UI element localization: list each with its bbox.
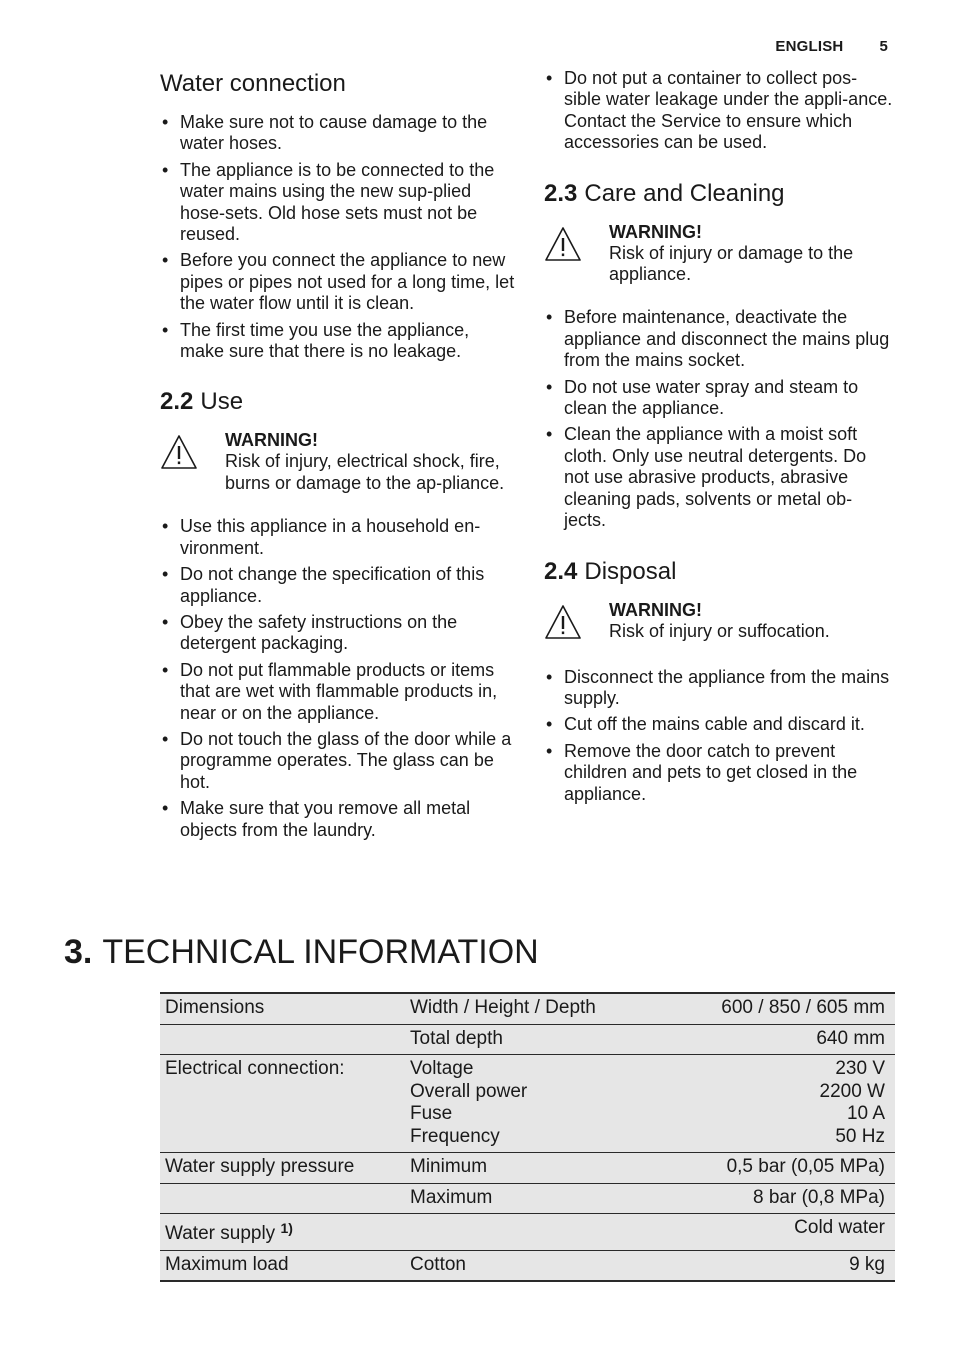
row-label: Water supply	[165, 1223, 276, 1244]
row-value: 600 / 850 / 605 mm	[721, 997, 885, 1018]
table-row	[160, 1024, 895, 1055]
row-parameter-cell	[405, 1214, 660, 1251]
row-label-cell	[160, 993, 405, 1024]
care-warning	[544, 222, 894, 286]
list-item: • Do not touch the glass of the door while a programme operates. The glass can be hot.	[160, 729, 516, 793]
list-item: • Do not put a container to collect pos-sible water leakage under the appli-ance. Contact the Service to ensure which accessories can be used.	[544, 68, 894, 154]
row-value-cell	[660, 1153, 895, 1184]
chapter-title: 3. TECHNICAL INFORMATION	[64, 933, 539, 971]
row-value: Cold water	[794, 1217, 885, 1238]
left-column	[160, 68, 516, 865]
row-parameter-cell	[405, 1183, 660, 1214]
row-parameter-cell	[405, 1250, 660, 1281]
water-connection-list	[160, 112, 516, 362]
table-row	[160, 1250, 895, 1281]
warning-triangle-icon	[160, 430, 225, 494]
row-value: 2200 W	[819, 1080, 885, 1102]
list-item: • Disconnect the appliance from the mains supply.	[544, 667, 894, 710]
row-parameter: Voltage	[410, 1058, 474, 1079]
warning-triangle-icon	[544, 600, 609, 645]
row-label-cell	[160, 1183, 405, 1214]
technical-information-table	[160, 992, 895, 1282]
row-value: 10 A	[846, 1103, 885, 1124]
table-row	[160, 1153, 895, 1184]
use-section	[160, 386, 516, 841]
warning-title: WARNING!	[609, 221, 702, 242]
right-top-section	[544, 68, 894, 154]
row-parameter: Total depth	[410, 1027, 503, 1049]
header-language: ENGLISH	[775, 38, 844, 55]
list-item: • Before maintenance, deactivate the appliance and disconnect the mains plug from the mains socket.	[544, 307, 894, 371]
warning-triangle-icon	[544, 222, 609, 286]
page-header	[775, 38, 888, 55]
warning-text: Risk of injury, electrical shock, fire, burns or damage to the ap-pliance.	[225, 451, 505, 493]
row-value-cell	[660, 1024, 895, 1055]
list-item: • Clean the appliance with a moist soft cloth. Only use neutral detergents. Do not use abrasive products, abrasive cleaning pads, solvents or metal ob-jects.	[544, 424, 894, 531]
row-value-cell	[660, 993, 895, 1024]
row-label-cell	[160, 1214, 405, 1251]
list-item: • Do not use water spray and steam to clean the appliance.	[544, 377, 894, 420]
warning-text: Risk of injury or damage to the appliance.	[609, 242, 854, 285]
row-parameter: Minimum	[410, 1156, 488, 1177]
right-top-list	[544, 68, 894, 154]
row-parameter-cell	[405, 1055, 660, 1153]
warning-title: WARNING!	[225, 430, 318, 451]
row-value: 9 kg	[849, 1253, 885, 1275]
warning-text: Risk of injury or suffocation.	[609, 620, 830, 641]
row-label-cell	[160, 1250, 405, 1281]
water-connection-section	[160, 68, 516, 362]
row-label: Dimensions	[165, 997, 265, 1018]
list-item: • Remove the door catch to prevent children and pets to get closed in the appliance.	[544, 741, 894, 805]
disposal-warning	[544, 600, 894, 645]
list-item: • The first time you use the appliance, make sure that there is no leakage.	[160, 320, 516, 363]
footnote-marker: 1)	[280, 1220, 293, 1236]
use-heading: 2.2 Use	[160, 388, 244, 416]
care-section	[544, 178, 894, 532]
table-row	[160, 1214, 895, 1251]
row-parameter: Width / Height / Depth	[410, 997, 596, 1018]
row-parameter-cell	[405, 1153, 660, 1184]
list-item: • Make sure not to cause damage to the water hoses.	[160, 112, 516, 155]
list-item: • Obey the safety instructions on the detergent packaging.	[160, 612, 516, 655]
list-item: • Do not put flammable products or items that are wet with flammable products in, near or on the appliance.	[160, 660, 516, 724]
row-parameter-cell	[405, 1024, 660, 1055]
row-value-cell	[660, 1250, 895, 1281]
use-list	[160, 516, 516, 841]
row-value: 230 V	[835, 1058, 885, 1079]
row-parameter: Cotton	[410, 1253, 466, 1275]
list-item: • The appliance is to be connected to the water mains using the new sup-plied hose-sets. Old hose sets must not be reused.	[160, 160, 516, 246]
list-item: • Make sure that you remove all metal objects from the laundry.	[160, 798, 516, 841]
table-row	[160, 993, 895, 1024]
row-value-cell	[660, 1183, 895, 1214]
row-label: Maximum load	[165, 1253, 289, 1275]
row-label: Electrical connection:	[165, 1058, 345, 1079]
list-item: • Use this appliance in a household en-vironment.	[160, 516, 516, 559]
use-warning	[160, 430, 516, 494]
row-label-cell	[160, 1055, 405, 1153]
row-label: Water supply pressure	[165, 1156, 355, 1177]
row-value: 0,5 bar (0,05 MPa)	[726, 1156, 885, 1177]
right-column	[544, 68, 894, 829]
row-value-cell	[660, 1055, 895, 1153]
disposal-heading: 2.4 Disposal	[544, 557, 677, 585]
row-parameter-cell	[405, 993, 660, 1024]
list-item: • Cut off the mains cable and discard it.	[544, 714, 894, 735]
warning-title: WARNING!	[609, 599, 702, 620]
care-list	[544, 307, 894, 531]
page-number: 5	[879, 38, 888, 55]
disposal-list	[544, 667, 894, 805]
water-connection-heading: Water connection	[160, 70, 346, 97]
row-label-cell	[160, 1153, 405, 1184]
row-value: 50 Hz	[835, 1125, 885, 1147]
row-value-cell	[660, 1214, 895, 1251]
disposal-section	[544, 556, 894, 805]
row-parameter: Maximum	[410, 1186, 493, 1208]
list-item: • Do not change the specification of this appliance.	[160, 564, 516, 607]
care-heading: 2.3 Care and Cleaning	[544, 179, 785, 207]
list-item: • Before you connect the appliance to new pipes or pipes not used for a long time, let the water flow until it is clean.	[160, 250, 516, 314]
row-label-cell	[160, 1024, 405, 1055]
row-parameter: Frequency	[410, 1125, 500, 1147]
row-value: 8 bar (0,8 MPa)	[753, 1186, 885, 1208]
table-row	[160, 1183, 895, 1214]
row-parameter: Fuse	[410, 1103, 453, 1124]
row-value: 640 mm	[816, 1027, 885, 1049]
row-parameter: Overall power	[410, 1080, 528, 1102]
table-row	[160, 1055, 895, 1153]
